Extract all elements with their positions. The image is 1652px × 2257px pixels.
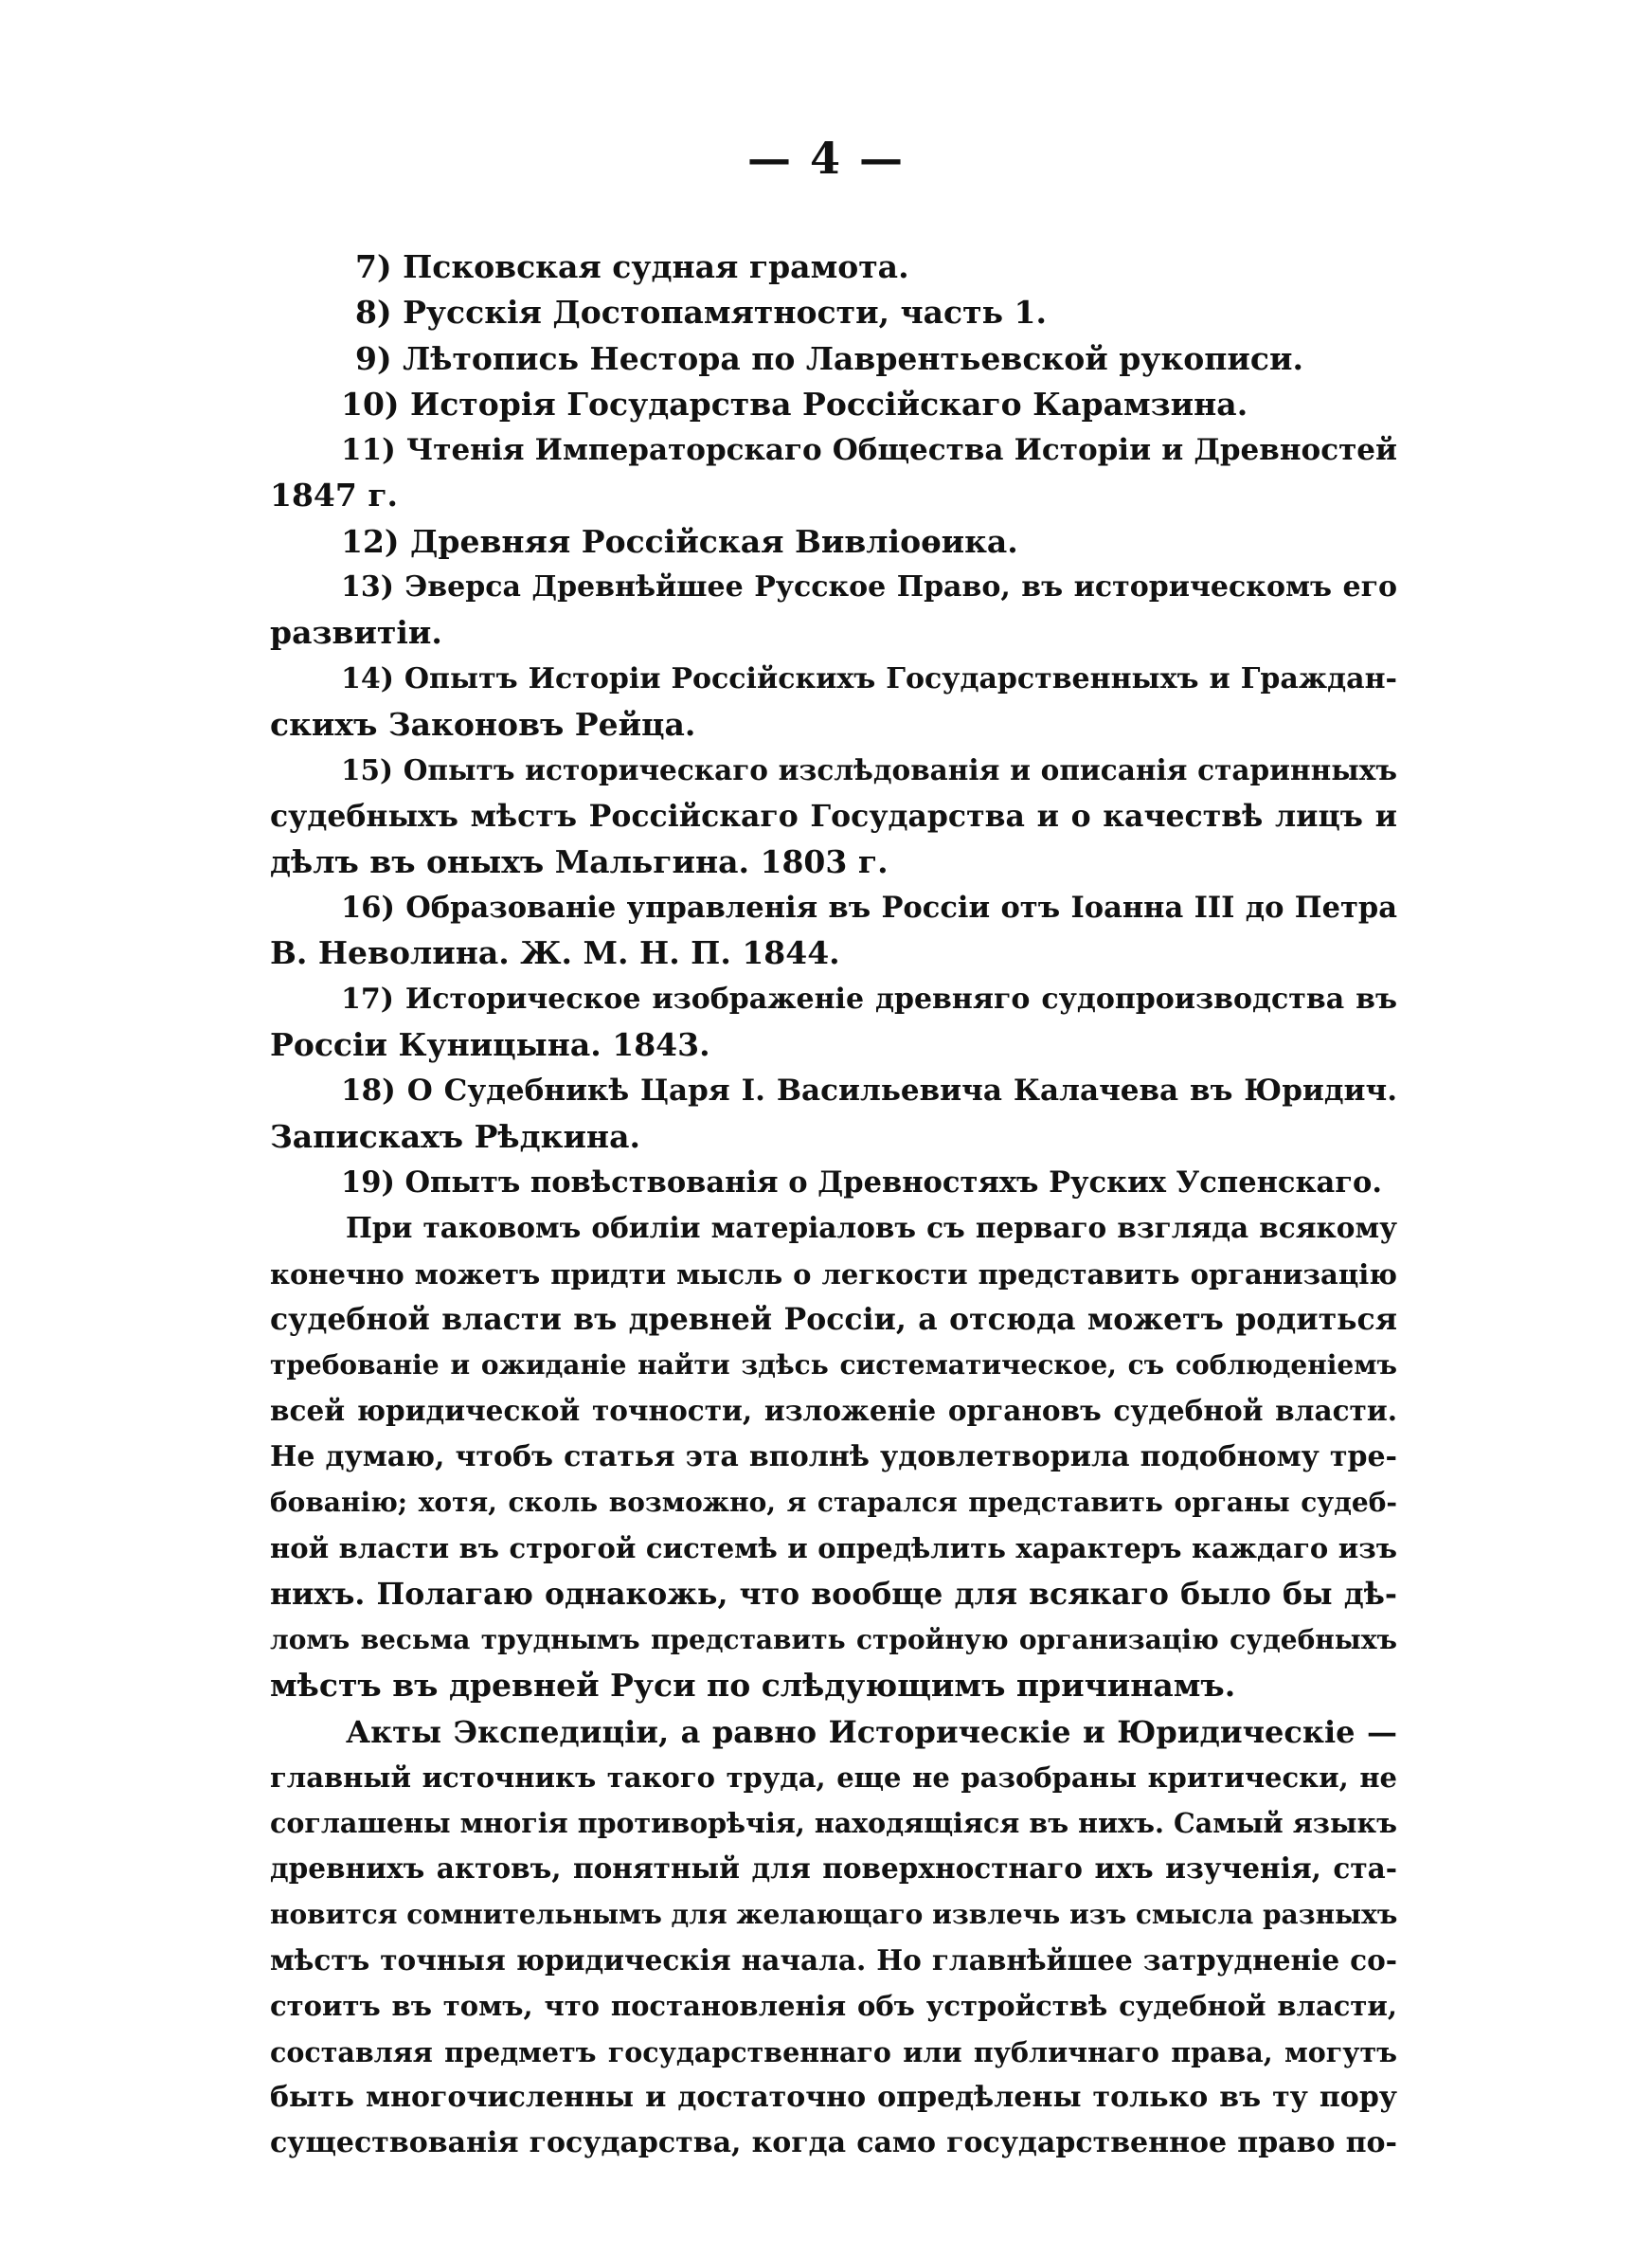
text-line: нихъ. Полагаю однакожь, что вообще для всякаго было бы дѣ- (270, 1576, 1397, 1612)
text-line: Россіи Куницына. 1843. (270, 1026, 710, 1064)
text-line: мѣстъ въ древней Руси по слѣдующимъ причинамъ. (270, 1667, 1236, 1705)
text-line: дѣлъ въ оныхъ Мальгина. 1803 г. (270, 842, 889, 880)
text-line: существованія государства, когда само государственное право по- (270, 2126, 1397, 2160)
text-line: 7) Псковская судная грамота. (355, 248, 909, 285)
text-line: 19) Опытъ повѣствованія о Древностяхъ Руских Успенскаго. (341, 1165, 1382, 1200)
body-text (270, 244, 1397, 2166)
text-line: конечно можетъ придти мысль о легкости представить организацію (270, 1257, 1397, 1291)
text-line: новится сомнительнымъ для желающаго извлечь изъ смысла разныхъ (270, 1898, 1398, 1930)
text-line: В. Неволина. Ж. М. Н. П. 1844. (270, 934, 840, 972)
text-line: соглашены многія противорѣчія, находящіяся въ нихъ. Самый языкъ (270, 1807, 1397, 1840)
text-line: ной власти въ строгой системѣ и опредѣлить характеръ каждаго изъ (270, 1532, 1397, 1565)
text-line: быть многочисленны и достаточно опредѣлены только въ ту пору (270, 2080, 1397, 2114)
text-line: Не думаю, чтобъ статья эта вполнѣ удовлетворила подобному тре- (270, 1439, 1397, 1473)
text-line: судебныхъ мѣстъ Россійскаго Государства и о качествѣ лицъ и (270, 798, 1397, 834)
text-line: бованію; хотя, сколь возможно, я старался представить органы судеб- (270, 1487, 1397, 1519)
text-line: 9) Лѣтопись Нестора по Лаврентьевской рукописи. (355, 339, 1303, 377)
page-number: — 4 — (746, 133, 906, 184)
text-line: При таковомъ обиліи матеріаловъ съ перваго взгляда всякому (346, 1211, 1397, 1245)
text-line: 16) Образованіе управленія въ Россіи отъ Іоанна III до Петра (341, 891, 1397, 926)
text-line: всей юридической точности, изложеніе органовъ судебной власти. (270, 1394, 1397, 1428)
text-line: 1847 г. (270, 477, 399, 515)
text-line: стоитъ въ томъ, что постановленія объ устройствѣ судебной власти, (270, 1990, 1397, 2023)
text-line: 17) Историческое изображеніе древняго судопроизводства въ (341, 982, 1397, 1016)
text-line: мѣстъ точныя юридическія начала. Но главнѣйшее затрудненіе со- (270, 1942, 1397, 1977)
text-line: 10) Исторія Государства Россійскаго Карамзина. (341, 385, 1248, 423)
text-line: скихъ Законовъ Рейца. (270, 705, 696, 743)
text-line: ломъ весьма труднымъ представить стройную организацію судебныхъ (270, 1623, 1397, 1655)
text-line: 14) Опытъ Исторіи Россійскихъ Государственныхъ и Граждан- (341, 661, 1397, 695)
text-line: главный источникъ такого труда, еще не разобраны критически, не (270, 1760, 1397, 1794)
text-line: 8) Русскія Достопамятности, часть 1. (355, 294, 1047, 332)
text-line: развитіи. (270, 614, 442, 652)
text-line: 13) Эверса Древнѣйшее Русское Право, въ историческомъ его (341, 570, 1397, 605)
text-line: 11) Чтенія Императорскаго Общества Исторіи и Древностей (341, 433, 1397, 468)
text-line: 15) Опытъ историческаго изслѣдованія и описанія старинныхъ (341, 753, 1397, 787)
text-line: составляя предметъ государственнаго или публичнаго права, могутъ (270, 2035, 1397, 2068)
text-line: Акты Экспедиціи, а равно Историческіе и Юридическіе — (346, 1713, 1397, 1750)
text-line: требованіе и ожиданіе найти здѣсь систематическое, съ соблюденіемъ (270, 1349, 1397, 1381)
text-line: судебной власти въ древней Россіи, а отсюда можетъ родиться (270, 1301, 1397, 1337)
text-line: Запискахъ Рѣдкина. (270, 1117, 640, 1155)
text-line: древнихъ актовъ, понятный для поверхностнаго ихъ изученія, ста- (270, 1851, 1397, 1886)
text-line: 18) О Судебникѣ Царя І. Васильевича Калачева въ Юридич. (341, 1074, 1397, 1109)
text-line: 12) Древняя Россійская Вивліоѳика. (341, 522, 1018, 560)
